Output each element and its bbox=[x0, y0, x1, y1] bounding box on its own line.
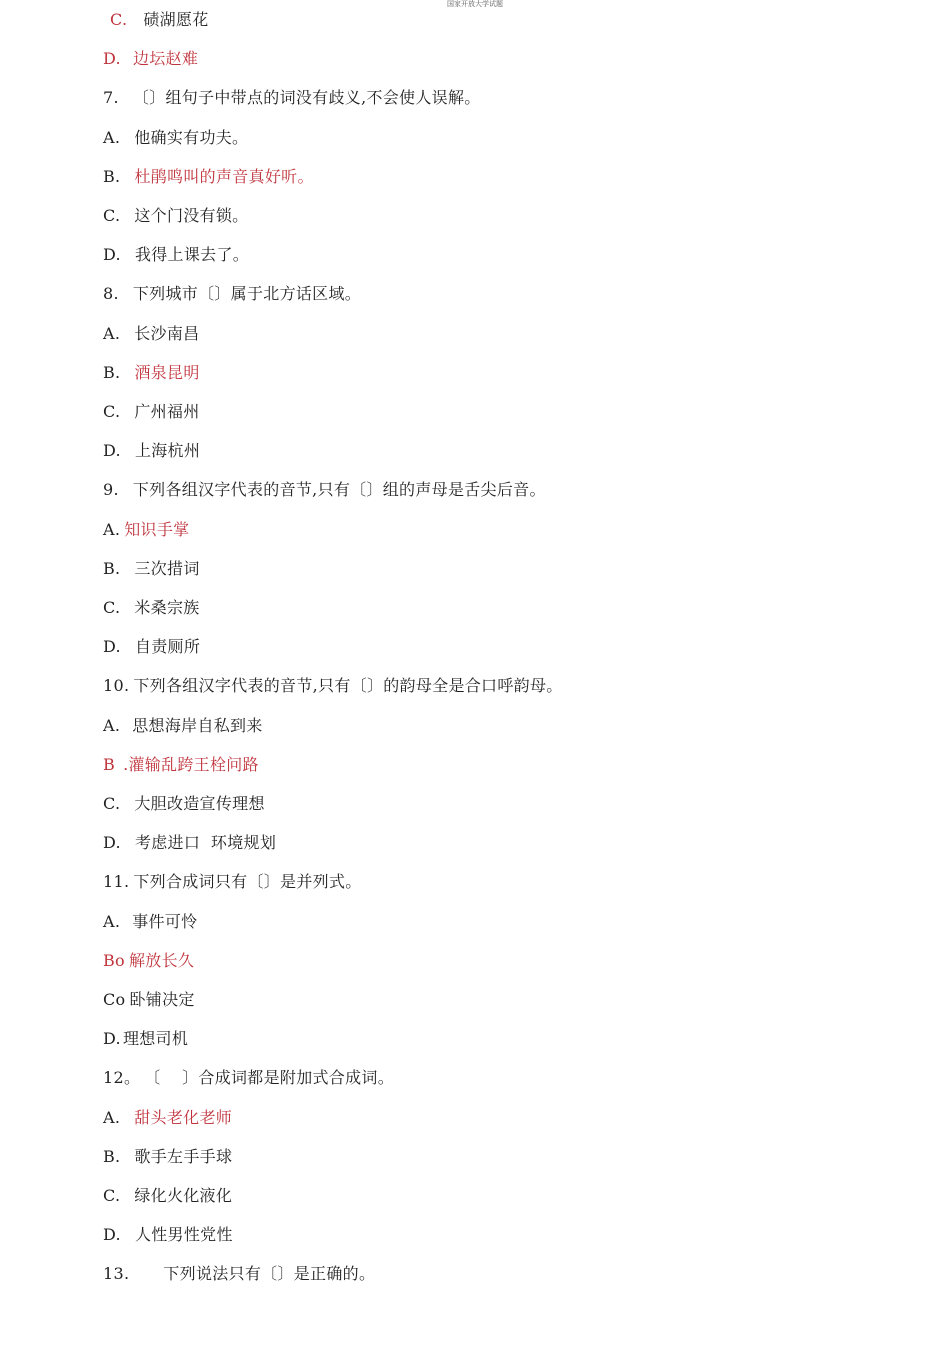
document-line bbox=[103, 1029, 188, 1049]
item-label: D. bbox=[103, 1029, 121, 1049]
document-line bbox=[103, 363, 200, 383]
item-label: D. bbox=[103, 637, 121, 657]
document-line bbox=[103, 480, 546, 500]
document-line bbox=[103, 872, 362, 892]
document-line bbox=[103, 1186, 232, 1206]
document-line bbox=[103, 324, 199, 344]
item-label: A. bbox=[103, 519, 121, 539]
document-line bbox=[103, 49, 198, 69]
document-line bbox=[110, 10, 209, 30]
item-text: 自责厕所 bbox=[134, 637, 201, 657]
document-line bbox=[103, 1108, 232, 1128]
document-line bbox=[103, 441, 200, 461]
item-label: 9. bbox=[103, 480, 119, 500]
document-line bbox=[103, 1068, 394, 1088]
item-text: 人性男性党性 bbox=[134, 1225, 233, 1245]
document-line bbox=[103, 1147, 232, 1167]
item-text: 下列各组汉字代表的音节,只有〔〕组的声母是舌尖后音。 bbox=[132, 480, 546, 500]
item-label: B bbox=[103, 754, 116, 774]
document-line bbox=[103, 402, 200, 422]
document-line bbox=[103, 128, 248, 148]
document-line bbox=[103, 245, 249, 265]
item-text: 上海杭州 bbox=[134, 441, 201, 461]
item-text: 三次措词 bbox=[134, 558, 200, 578]
document-line bbox=[103, 912, 197, 932]
document-line bbox=[103, 206, 248, 226]
item-label: D. bbox=[103, 1225, 121, 1245]
item-text: 长沙南昌 bbox=[134, 323, 200, 343]
item-text: 考虑进口 环境规划 bbox=[134, 833, 277, 853]
item-label: Bo bbox=[103, 950, 125, 970]
item-label: A. bbox=[103, 127, 121, 147]
item-text: 边坛赵难 bbox=[132, 49, 199, 69]
item-label: 10. bbox=[103, 676, 130, 696]
item-text: .灌输乱跨王栓问路 bbox=[123, 754, 259, 774]
item-text: 米桑宗族 bbox=[134, 598, 200, 617]
item-label: A. bbox=[103, 1107, 121, 1127]
item-label: A. bbox=[103, 323, 121, 343]
item-text: 〔〕组句子中带点的词没有歧义,不会使人误解。 bbox=[132, 88, 481, 108]
item-text: 解放长久 bbox=[129, 950, 195, 970]
document-line bbox=[103, 1264, 375, 1284]
item-text: 甜头老化老师 bbox=[134, 1107, 233, 1127]
document-line bbox=[103, 990, 195, 1010]
item-label: D. bbox=[103, 833, 121, 853]
item-label: 13. bbox=[103, 1264, 130, 1284]
document-line bbox=[103, 167, 314, 187]
document-line bbox=[103, 1225, 233, 1245]
document-line bbox=[103, 559, 200, 579]
item-text: 〔 〕合成词都是附加式合成词。 bbox=[144, 1068, 395, 1088]
item-label: B. bbox=[103, 166, 121, 186]
item-label: C. bbox=[103, 402, 121, 421]
item-text: 广州福州 bbox=[134, 402, 200, 421]
document-line bbox=[103, 88, 481, 108]
document-line bbox=[103, 755, 259, 775]
item-text: 大胆改造宣传理想 bbox=[134, 794, 265, 813]
item-text: 理想司机 bbox=[122, 1029, 189, 1049]
item-label: C. bbox=[103, 206, 121, 225]
item-text: 事件可怜 bbox=[132, 911, 198, 931]
item-label: B. bbox=[103, 1146, 121, 1166]
item-label: C. bbox=[103, 598, 121, 617]
item-text: 歌手左手手球 bbox=[134, 1146, 233, 1166]
item-label: B. bbox=[103, 362, 121, 382]
item-label: C. bbox=[110, 10, 128, 29]
item-label: A. bbox=[103, 911, 121, 931]
item-label: C. bbox=[103, 794, 121, 813]
item-text: 思想海岸自私到来 bbox=[132, 715, 263, 735]
document-line bbox=[103, 794, 265, 814]
document-line bbox=[103, 716, 263, 736]
item-text: 知识手掌 bbox=[124, 519, 190, 539]
item-label: D. bbox=[103, 49, 121, 69]
item-text: 卧铺决定 bbox=[129, 990, 195, 1009]
item-label: 7. bbox=[103, 88, 119, 108]
document-line bbox=[103, 284, 361, 304]
document-line bbox=[103, 637, 200, 657]
item-label: 11. bbox=[103, 872, 130, 892]
document-line bbox=[103, 833, 276, 853]
document-line bbox=[103, 676, 563, 696]
item-text: 他确实有功夫。 bbox=[134, 127, 249, 147]
item-text: 下列各组汉字代表的音节,只有〔〕的韵母全是合口呼韵母。 bbox=[133, 676, 563, 696]
item-label: 8. bbox=[103, 284, 119, 304]
item-text: 我得上课去了。 bbox=[134, 245, 250, 265]
item-text: 下列说法只有〔〕是正确的。 bbox=[163, 1264, 376, 1284]
item-text: 酒泉昆明 bbox=[134, 362, 200, 382]
item-label: Co bbox=[103, 990, 126, 1009]
item-label: 12。 bbox=[103, 1068, 141, 1088]
item-text: 绿化火化液化 bbox=[134, 1186, 233, 1205]
item-text: 碛湖愿花 bbox=[143, 10, 209, 29]
page-header: 国家开放大学试题 bbox=[447, 0, 503, 8]
item-label: A. bbox=[103, 715, 121, 735]
item-text: 下列城市〔〕属于北方话区域。 bbox=[132, 284, 362, 304]
document-line bbox=[103, 598, 200, 618]
item-text: 下列合成词只有〔〕是并列式。 bbox=[133, 872, 362, 892]
document-line bbox=[103, 520, 189, 540]
document-line bbox=[103, 951, 194, 971]
item-text: 杜鹃鸣叫的声音真好听。 bbox=[134, 166, 314, 186]
item-label: D. bbox=[103, 441, 121, 461]
item-label: B. bbox=[103, 558, 121, 578]
item-label: C. bbox=[103, 1186, 121, 1205]
item-label: D. bbox=[103, 245, 121, 265]
item-text: 这个门没有锁。 bbox=[134, 206, 249, 225]
